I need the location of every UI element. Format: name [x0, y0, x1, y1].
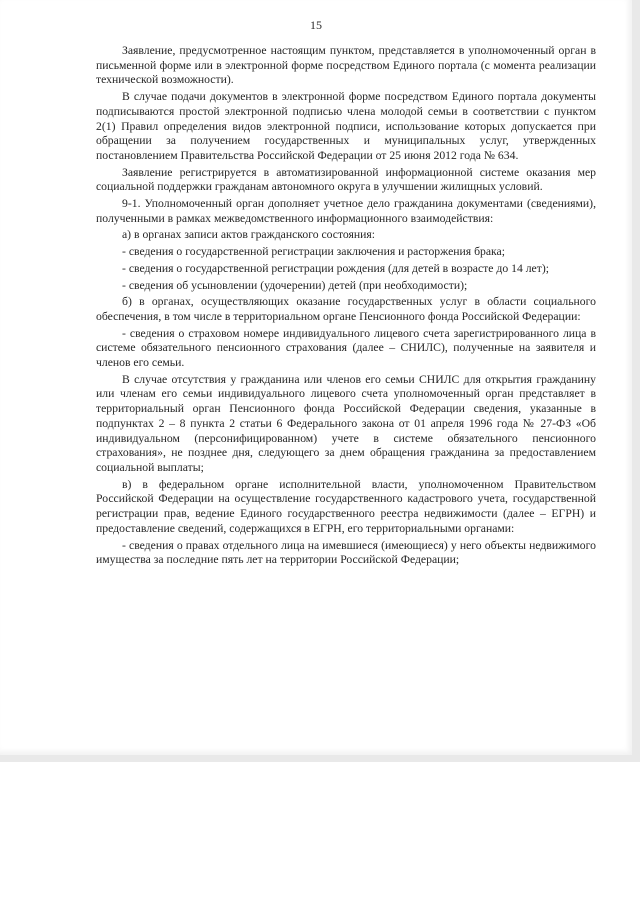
paragraph: В случае отсутствия у гражданина или членов его семьи СНИЛС для открытия гражданину или членам его семьи индивидуального лицевого счета уполномоченный орган представляет в территориальный орган Пенсионного фонда Российской Федерации сведения, указанные в подпунктах 2 – 8 пункта 2 статьи 6 Федерального закона от 01 апреля 1996 года № 27-ФЗ «Об индивидуальном (персонифицированном) учете в системе обязательного пенсионного страхования», не позднее дня, следующего за днем обращения гражданина за предоставлением социальной выплаты;: [96, 372, 596, 474]
paragraph: б) в органах, осуществляющих оказание государственных услуг в области социального обеспечения, в том числе в территориальном органе Пенсионного фонда Российской Федерации:: [96, 295, 596, 323]
document-body: [96, 44, 596, 570]
paragraph: Заявление регистрируется в автоматизированной информационной системе оказания мер социальной поддержки гражданам автономного округа в улучшении жилищных условий.: [96, 165, 596, 194]
paragraph: - сведения о страховом номере индивидуального лицевого счета зарегистрированного лица в системе обязательного пенсионного страхования (далее – СНИЛС), полученные на заявителя и членов его семьи.: [96, 326, 596, 370]
paragraph: в) в федеральном органе исполнительной власти, уполномоченном Правительством Российской Федерации на осуществление государственного кадастрового учета, государственной регистрации прав, ведение Единого государственного реестра недвижимости (далее – ЕГРН) и предоставление сведений, содержащихся в ЕГРН, его территориальными органами:: [96, 477, 596, 535]
paragraph: В случае подачи документов в электронной форме посредством Единого портала документы подписываются простой электронной подписью члена молодой семьи в соответствии с пунктом 2(1) Правил определения видов электронной подписи, использование которых допускается при обращении за получением государственных и муниципальных услуг, утвержденных постановлением Правительства Российской Федерации от 25 июня 2012 года № 634.: [96, 90, 596, 162]
page-number: 15: [310, 18, 322, 32]
paragraph: - сведения о государственной регистрации заключения и расторжения брака;: [122, 245, 505, 259]
paragraph: Заявление, предусмотренное настоящим пунктом, представляется в уполномоченный орган в письменной форме или в электронной форме посредством Единого портала (с момента реализации технической возможности).: [96, 44, 596, 87]
paragraph: - сведения о правах отдельного лица на имевшиеся (имеющиеся) у него объекты недвижимого имущества за последние пять лет на территории Российской Федерации;: [96, 538, 596, 567]
paragraph: - сведения об усыновлении (удочерении) детей (при необходимости);: [122, 278, 468, 292]
paragraph: 9-1. Уполномоченный орган дополняет учетное дело гражданина документами (сведениями), полученными в рамках межведомственного информационного взаимодействия:: [96, 197, 596, 225]
paragraph: - сведения о государственной регистрации рождения (для детей в возрасте до 14 лет);: [122, 261, 549, 275]
paragraph: а) в органах записи актов гражданского состояния:: [122, 228, 376, 242]
